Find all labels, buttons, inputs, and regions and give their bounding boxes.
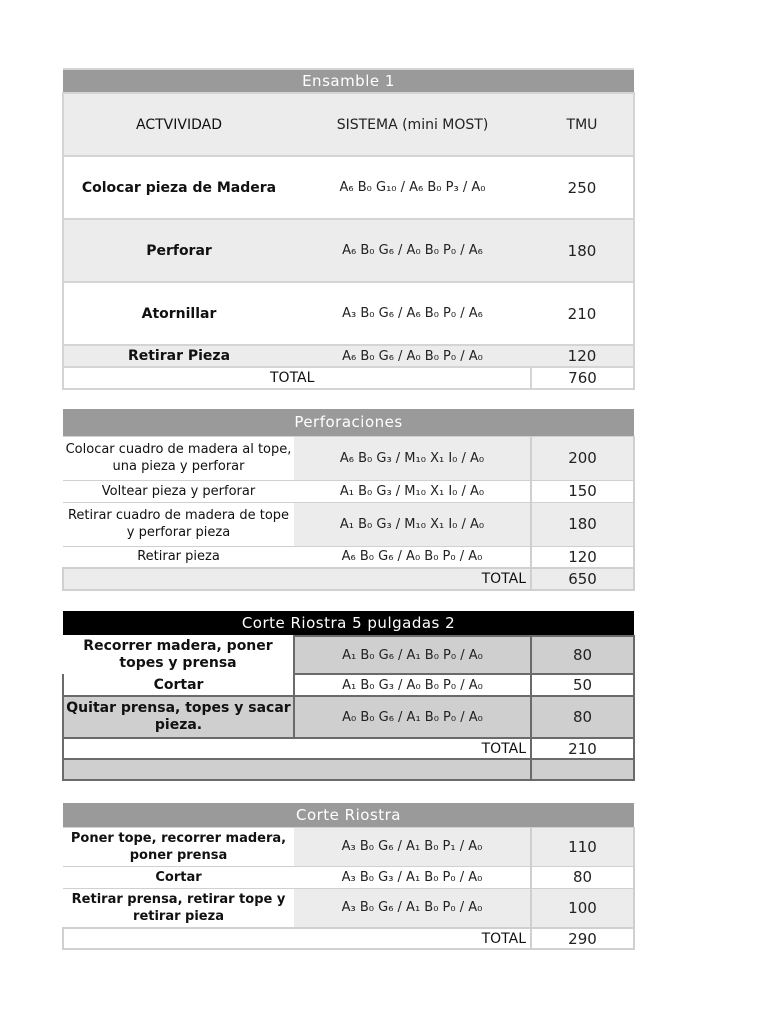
tmu-cell: 200 <box>531 436 634 480</box>
empty-cell <box>531 759 634 780</box>
activity-cell: Recorrer madera, poner topes y prensa <box>63 636 294 674</box>
total-value: 760 <box>531 367 634 389</box>
table-row <box>63 546 634 568</box>
total-value: 290 <box>531 928 634 949</box>
empty-cell <box>63 759 531 780</box>
table-row <box>63 827 634 866</box>
table-row <box>63 502 634 546</box>
system-cell: A₁ B₀ G₃ / M₁₀ X₁ I₀ / A₀ <box>294 502 531 546</box>
activity-cell: Cortar <box>63 674 294 696</box>
system-cell: A₆ B₀ G₃ / M₁₀ X₁ I₀ / A₀ <box>294 436 531 480</box>
system-cell: A₆ B₀ G₁₀ / A₆ B₀ P₃ / A₀ <box>294 156 531 219</box>
activity-cell: Cortar <box>63 866 294 888</box>
system-cell: A₁ B₀ G₃ / A₀ B₀ P₀ / A₀ <box>294 674 531 696</box>
column-header-tmu: TMU <box>531 93 634 156</box>
table-row <box>63 888 634 928</box>
activity-cell: Perforar <box>63 219 294 282</box>
activity-cell: Poner tope, recorrer madera, poner prensa <box>63 827 294 866</box>
ensamble-table <box>62 68 635 390</box>
activity-cell: Quitar prensa, topes y sacar pieza. <box>63 696 294 738</box>
column-header-activity: ACTVIVIDAD <box>63 93 294 156</box>
empty-row <box>63 759 634 780</box>
tmu-cell: 50 <box>531 674 634 696</box>
activity-cell: Atornillar <box>63 282 294 345</box>
total-row <box>63 738 634 759</box>
total-label: TOTAL <box>63 928 531 949</box>
table-title: Corte Riostra <box>63 803 634 827</box>
tmu-cell: 110 <box>531 827 634 866</box>
total-label: TOTAL <box>63 738 531 759</box>
total-row <box>63 928 634 949</box>
table-row <box>63 480 634 502</box>
tmu-cell: 120 <box>531 345 634 367</box>
table-row <box>63 282 634 345</box>
table-title: Corte Riostra 5 pulgadas 2 <box>63 611 634 636</box>
tmu-cell: 180 <box>531 502 634 546</box>
system-cell: A₁ B₀ G₃ / M₁₀ X₁ I₀ / A₀ <box>294 480 531 502</box>
perforaciones-table <box>62 409 635 591</box>
activity-cell: Retirar Pieza <box>63 345 294 367</box>
system-cell: A₀ B₀ G₆ / A₁ B₀ P₀ / A₀ <box>294 696 531 738</box>
system-cell: A₃ B₀ G₆ / A₆ B₀ P₀ / A₆ <box>294 282 531 345</box>
tmu-cell: 80 <box>531 866 634 888</box>
system-cell: A₆ B₀ G₆ / A₀ B₀ P₀ / A₆ <box>294 219 531 282</box>
tmu-cell: 180 <box>531 219 634 282</box>
activity-cell: Retirar pieza <box>63 546 294 568</box>
total-row <box>63 367 634 389</box>
tmu-cell: 80 <box>531 636 634 674</box>
activity-cell: Voltear pieza y perforar <box>63 480 294 502</box>
corte-riostra-5-table <box>62 611 635 781</box>
table-row <box>63 866 634 888</box>
activity-cell: Colocar pieza de Madera <box>63 156 294 219</box>
system-cell: A₆ B₀ G₆ / A₀ B₀ P₀ / A₀ <box>294 345 531 367</box>
tmu-cell: 210 <box>531 282 634 345</box>
total-label: TOTAL <box>63 568 531 590</box>
total-value: 210 <box>531 738 634 759</box>
table-title: Perforaciones <box>63 409 634 436</box>
table-row <box>63 219 634 282</box>
system-cell: A₃ B₀ G₆ / A₁ B₀ P₁ / A₀ <box>294 827 531 866</box>
total-value: 650 <box>531 568 634 590</box>
tmu-cell: 120 <box>531 546 634 568</box>
column-header-system: SISTEMA (mini MOST) <box>294 93 531 156</box>
tmu-cell: 100 <box>531 888 634 928</box>
tmu-cell: 80 <box>531 696 634 738</box>
activity-cell: Retirar cuadro de madera de tope y perforar pieza <box>63 502 294 546</box>
table-row <box>63 674 634 696</box>
tmu-cell: 150 <box>531 480 634 502</box>
table-row <box>63 696 634 738</box>
table-row <box>63 156 634 219</box>
total-row <box>63 568 634 590</box>
table-row <box>63 345 634 367</box>
system-cell: A₃ B₀ G₃ / A₁ B₀ P₀ / A₀ <box>294 866 531 888</box>
activity-cell: Colocar cuadro de madera al tope, una pieza y perforar <box>63 436 294 480</box>
tmu-cell: 250 <box>531 156 634 219</box>
system-cell: A₁ B₀ G₆ / A₁ B₀ P₀ / A₀ <box>294 636 531 674</box>
system-cell: A₆ B₀ G₆ / A₀ B₀ P₀ / A₀ <box>294 546 531 568</box>
table-row <box>63 436 634 480</box>
corte-riostra-table <box>62 803 635 950</box>
table-title: Ensamble 1 <box>63 69 634 93</box>
table-row <box>63 636 634 674</box>
activity-cell: Retirar prensa, retirar tope y retirar pieza <box>63 888 294 928</box>
total-label: TOTAL <box>63 367 531 389</box>
system-cell: A₃ B₀ G₆ / A₁ B₀ P₀ / A₀ <box>294 888 531 928</box>
